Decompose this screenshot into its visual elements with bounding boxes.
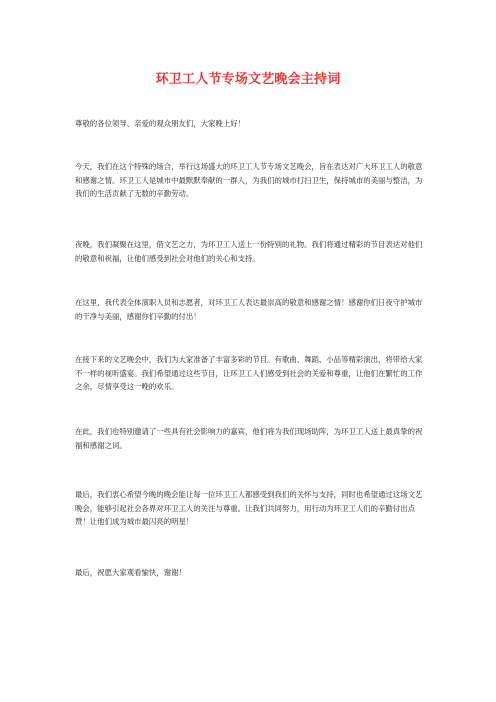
- paragraph-gratitude: 在这里，我代表全体演职人员和志愿者，对环卫工人表达最崇高的敬意和感谢之情！感谢你们日夜守护城市的干净与美丽，感谢你们辛勤的付出！: [75, 298, 423, 321]
- paragraph-program: 在接下来的文艺晚会中，我们为大家准备了丰富多彩的节目。有歌曲、舞蹈、小品等精彩演出，将带给大家不一样的视听盛宴。我们希望通过这些节目，让环卫工人们感受到社会的关爱和尊重，让他们在繁忙的工作之余，尽情享受这一晚的欢乐。: [75, 355, 423, 391]
- paragraph-guests: 在此，我们也特别邀请了一些具有社会影响力的嘉宾，他们将为我们现场助阵，为环卫工人送上最真挚的祝福和感谢之词。: [75, 427, 423, 450]
- paragraph-closing-wish: 最后，我们衷心希望今晚的晚会能让每一位环卫工人都感受到我们的关怀与支持，同时也希望通过这场文艺晚会，能够引起社会各界对环卫工人的关注与尊重。让我们共同努力，用行动为环卫工人们的辛勤付出点赞！让他们成为城市最闪亮的明星！: [75, 490, 423, 526]
- document-title: 环卫工人节专场文艺晚会主持词: [155, 72, 341, 87]
- paragraph-intro: 今天，我们在这个特殊的场合，举行这场盛大的环卫工人节专场文艺晚会，旨在表达对广大环卫工人的敬意和感谢之情。环卫工人是城市中最默默奉献的一群人，为我们的城市打扫卫生，保持城市的美丽与整洁，为我们的生活贡献了无数的辛勤劳动。: [75, 162, 423, 198]
- paragraph-evening: 夜晚，我们凝聚在这里，借文艺之力，为环卫工人送上一份特别的礼物。我们将通过精彩的节目表达对他们的敬意和祝福，让他们感受到社会对他们的关心和支持。: [75, 240, 423, 263]
- paragraph-farewell: 最后，祝愿大家观看愉快，谢谢！: [75, 568, 186, 577]
- paragraph-greeting: 尊敬的各位领导、亲爱的观众朋友们，大家晚上好！: [75, 119, 245, 128]
